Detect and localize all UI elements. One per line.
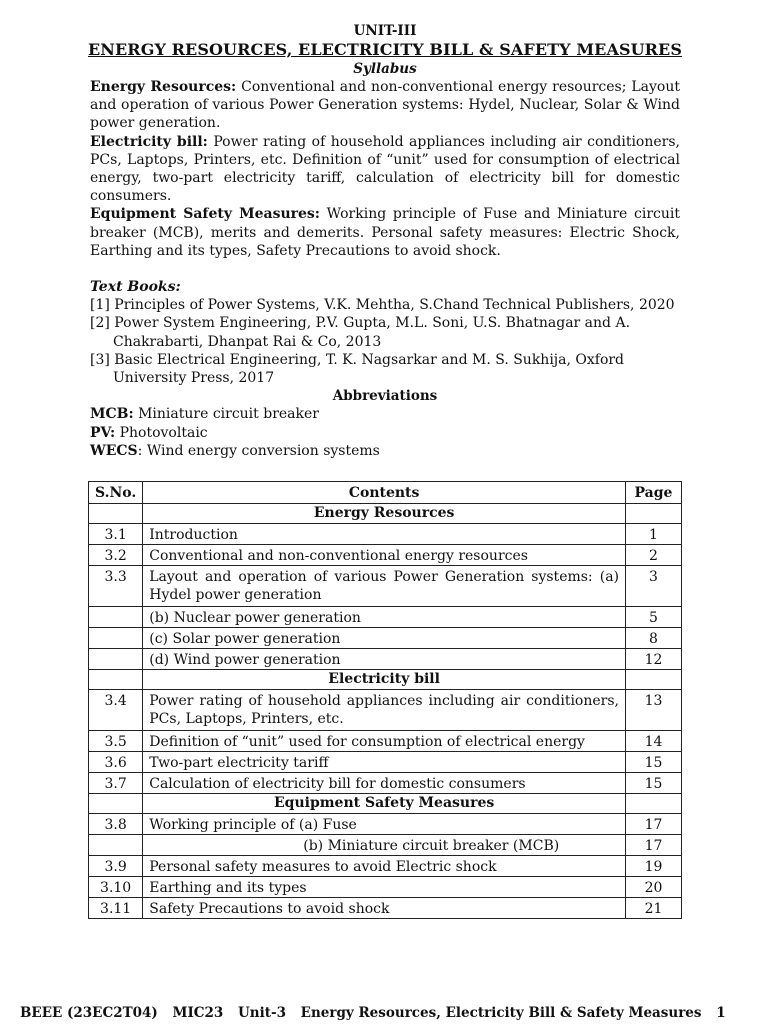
syllabus-bill-text: Power rating of household appliances including air conditioners, PCs, Laptops, Printers, etc. Definition of “unit” used for consumption of electrical energy, two-part electricity tariff, calculation of electricity bill for domestic consumers. xyxy=(90,133,680,205)
abbreviation-key: PV: xyxy=(90,424,116,441)
section-row-electricity-bill xyxy=(89,670,682,690)
table-row xyxy=(89,856,682,877)
abbreviation-value: Miniature circuit breaker xyxy=(133,406,319,423)
row-page: 14 xyxy=(626,731,682,752)
syllabus-energy-resources xyxy=(90,78,680,133)
textbook-item: [3] Basic Electrical Engineering, T. K. Nagsarkar and M. S. Sukhija, Oxford xyxy=(90,351,625,368)
page-title: ENERGY RESOURCES, ELECTRICITY BILL & SAFETY MEASURES xyxy=(87,40,683,59)
abbreviation-item xyxy=(90,442,680,460)
row-number xyxy=(89,607,143,628)
syllabus-heading: Syllabus xyxy=(353,61,417,77)
footer-code: MIC23 xyxy=(172,1005,224,1021)
row-number: 3.3 xyxy=(89,566,143,607)
row-content: (b) Miniature circuit breaker (MCB) xyxy=(143,835,626,856)
syllabus-safety-measures xyxy=(90,205,680,260)
footer-title: Energy Resources, Electricity Bill & Safety Measures xyxy=(300,1005,702,1021)
row-number: 3.9 xyxy=(89,856,143,877)
section-title: Electricity bill xyxy=(143,670,626,690)
abbreviation-item xyxy=(90,405,680,423)
row-content: Safety Precautions to avoid shock xyxy=(143,898,626,919)
row-content: Introduction xyxy=(143,524,626,545)
row-page: 12 xyxy=(626,649,682,670)
table-row xyxy=(89,545,682,566)
row-page: 17 xyxy=(626,835,682,856)
contents-table xyxy=(88,481,682,919)
row-number: 3.11 xyxy=(89,898,143,919)
page-footer xyxy=(20,1004,755,1022)
textbook-item: [1] Principles of Power Systems, V.K. Mehtha, S.Chand Technical Publishers, 2020 xyxy=(90,297,675,314)
row-number xyxy=(89,628,143,649)
row-page: 20 xyxy=(626,877,682,898)
row-content: Definition of “unit” used for consumption of electrical energy xyxy=(143,731,626,752)
header-sno: S.No. xyxy=(89,482,143,504)
table-row xyxy=(89,835,682,856)
table-row xyxy=(89,898,682,919)
section-title: Energy Resources xyxy=(143,504,626,524)
row-content: (c) Solar power generation xyxy=(143,628,626,649)
row-content: Layout and operation of various Power Generation systems: (a) Hydel power generation xyxy=(143,566,626,607)
row-number: 3.2 xyxy=(89,545,143,566)
row-page: 1 xyxy=(626,524,682,545)
row-page: 19 xyxy=(626,856,682,877)
section-row-safety-measures xyxy=(89,794,682,814)
row-page: 17 xyxy=(626,814,682,835)
row-number xyxy=(89,835,143,856)
table-row xyxy=(89,814,682,835)
table-row xyxy=(89,731,682,752)
row-number: 3.1 xyxy=(89,524,143,545)
row-content: Working principle of (a) Fuse xyxy=(143,814,626,835)
row-page: 3 xyxy=(626,566,682,607)
syllabus-safety-label: Equipment Safety Measures: xyxy=(90,206,320,223)
table-row xyxy=(89,773,682,794)
textbook-item-continuation: Chakrabarti, Dhanpat Rai & Co, 2013 xyxy=(113,333,382,350)
footer-course: BEEE (23EC2T04) xyxy=(20,1005,158,1021)
row-page: 15 xyxy=(626,752,682,773)
row-page: 5 xyxy=(626,607,682,628)
section-title: Equipment Safety Measures xyxy=(143,794,626,814)
row-number: 3.4 xyxy=(89,690,143,731)
abbreviation-value: Photovoltaic xyxy=(115,424,208,441)
row-content: Power rating of household appliances including air conditioners, PCs, Laptops, Printers, etc. xyxy=(143,690,626,731)
row-number: 3.7 xyxy=(89,773,143,794)
syllabus-bill-label: Electricity bill: xyxy=(90,133,208,150)
unit-label: UNIT-III xyxy=(353,23,417,39)
row-page: 13 xyxy=(626,690,682,731)
textbook-item-continuation: University Press, 2017 xyxy=(113,370,275,387)
row-content: Two-part electricity tariff xyxy=(143,752,626,773)
table-row xyxy=(89,752,682,773)
row-number: 3.8 xyxy=(89,814,143,835)
row-number: 3.10 xyxy=(89,877,143,898)
abbreviations-heading: Abbreviations xyxy=(332,388,438,405)
table-row xyxy=(89,607,682,628)
table-row xyxy=(89,877,682,898)
syllabus-electricity-bill xyxy=(90,133,680,206)
table-row xyxy=(89,649,682,670)
abbreviation-item xyxy=(90,424,680,442)
header-contents: Contents xyxy=(143,482,626,504)
table-row xyxy=(89,524,682,545)
row-content: Earthing and its types xyxy=(143,877,626,898)
row-content: Conventional and non-conventional energy resources xyxy=(143,545,626,566)
table-row xyxy=(89,690,682,731)
abbreviation-key: WECS xyxy=(90,442,138,459)
abbreviation-key: MCB: xyxy=(90,406,134,423)
row-number: 3.6 xyxy=(89,752,143,773)
row-page: 8 xyxy=(626,628,682,649)
row-page: 2 xyxy=(626,545,682,566)
abbreviation-value: : Wind energy conversion systems xyxy=(137,442,380,459)
row-page: 21 xyxy=(626,898,682,919)
syllabus-energy-text: Conventional and non-conventional energy resources; Layout and operation of various Power Generation systems: Hydel, Nuclear, Solar & Wind power generation. xyxy=(90,79,681,132)
table-header-row xyxy=(89,482,682,504)
footer-page-number: 1 xyxy=(716,1005,726,1021)
row-number: 3.5 xyxy=(89,731,143,752)
row-page: 15 xyxy=(626,773,682,794)
footer-unit: Unit-3 xyxy=(238,1005,286,1021)
textbook-item: [2] Power System Engineering, P.V. Gupta, M.L. Soni, U.S. Bhatnagar and A. xyxy=(90,315,631,332)
syllabus-safety-text: Working principle of Fuse and Miniature circuit breaker (MCB), merits and demerits. Personal safety measures: Electric Shock, Earthing and its types, Safety Precautions to avoid shock. xyxy=(90,206,680,259)
document-body xyxy=(87,22,683,460)
row-content: (b) Nuclear power generation xyxy=(143,607,626,628)
row-content: Calculation of electricity bill for domestic consumers xyxy=(143,773,626,794)
table-row xyxy=(89,566,682,607)
row-number xyxy=(89,649,143,670)
row-content: (d) Wind power generation xyxy=(143,649,626,670)
header-page: Page xyxy=(626,482,682,504)
section-row-energy-resources xyxy=(89,504,682,524)
syllabus-energy-label: Energy Resources: xyxy=(90,79,237,95)
table-row xyxy=(89,628,682,649)
textbooks-heading: Text Books: xyxy=(90,279,181,296)
row-content: Personal safety measures to avoid Electric shock xyxy=(143,856,626,877)
